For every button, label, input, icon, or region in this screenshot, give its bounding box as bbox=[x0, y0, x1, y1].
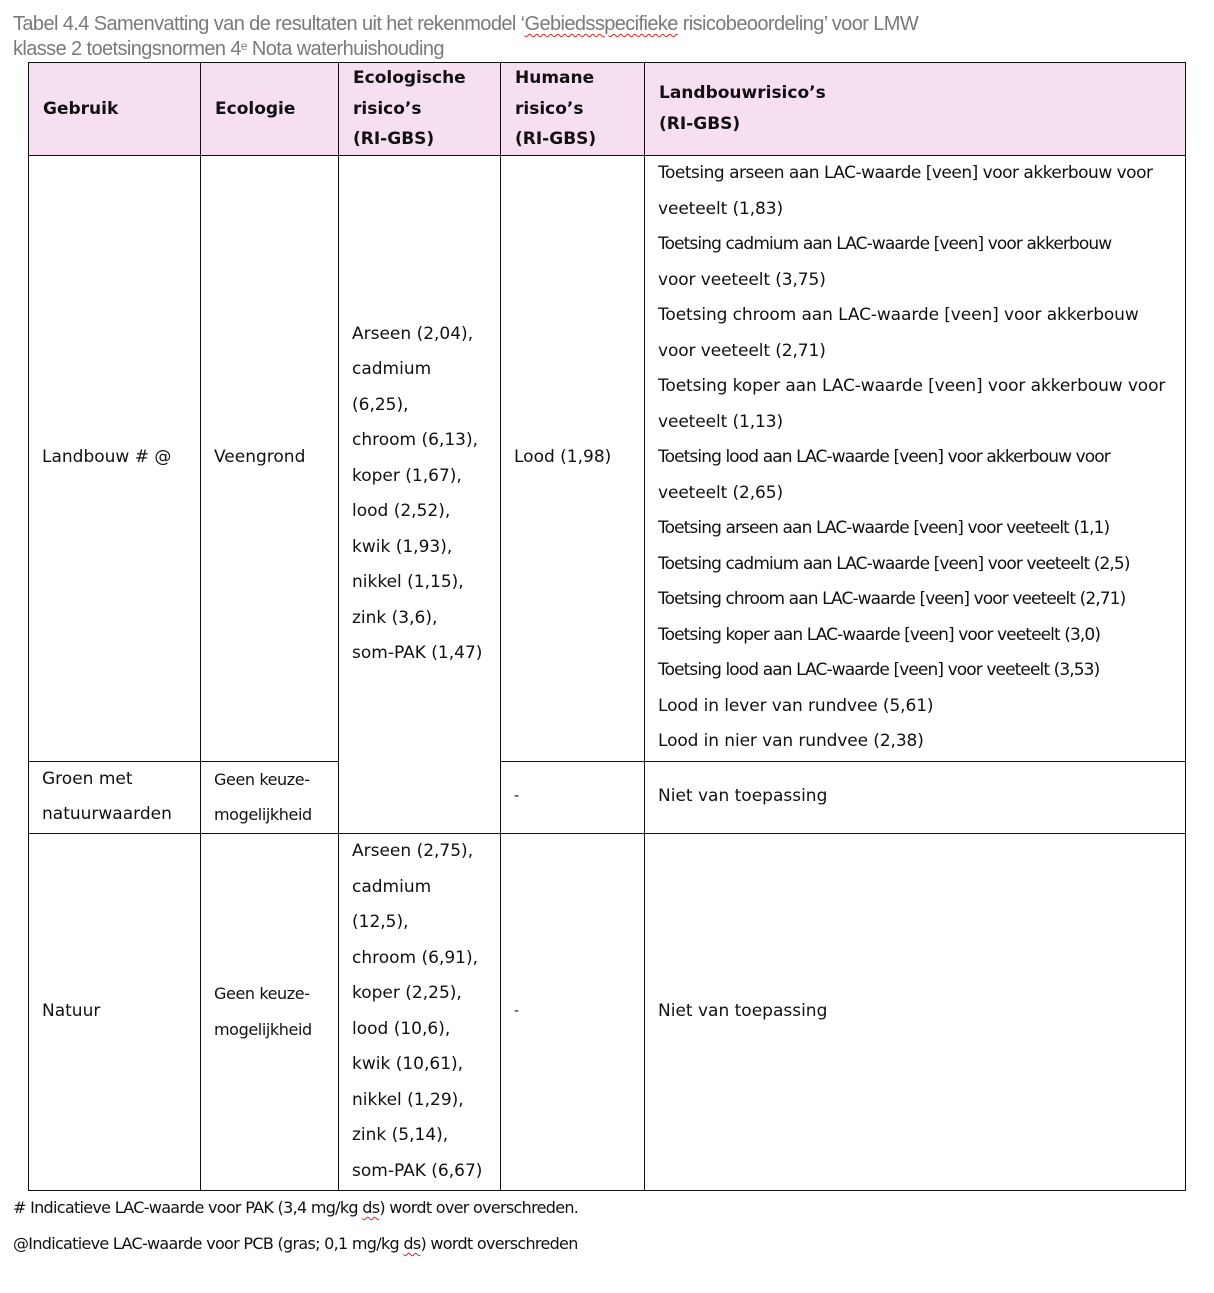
list-item: zink (5,14), bbox=[352, 1125, 449, 1145]
cell-ecologische-risicos bbox=[339, 155, 501, 833]
spellcheck-underlined-word: ds bbox=[362, 1198, 380, 1217]
list-item: kwik (1,93), bbox=[352, 536, 453, 557]
list-item: (6,25), bbox=[352, 394, 409, 415]
list-item: Toetsing cadmium aan LAC-waarde [veen] voor akkerbouw bbox=[658, 234, 1112, 255]
cell-landbouwrisicos: Niet van toepassing bbox=[645, 761, 1186, 833]
list-item: veeteelt (2,65) bbox=[658, 482, 783, 503]
list-item: Lood in lever van rundvee (5,61) bbox=[658, 695, 934, 716]
list-item: voor veeteelt (2,71) bbox=[658, 340, 826, 361]
list-item: koper (2,25), bbox=[352, 983, 462, 1003]
list-item: koper (1,67), bbox=[352, 465, 462, 486]
list-item: Arseen (2,75), bbox=[352, 841, 474, 861]
list-item: Toetsing koper aan LAC-waarde [veen] voor veeteelt (3,0) bbox=[658, 624, 1101, 645]
list-item: kwik (10,61), bbox=[352, 1054, 464, 1074]
cell-humane-risicos: Lood (1,98) bbox=[501, 155, 645, 761]
header-ecologie: Ecologie bbox=[201, 63, 339, 156]
list-item: Toetsing koper aan LAC-waarde [veen] voor akkerbouw voor bbox=[658, 376, 1166, 397]
table-row-natuur bbox=[29, 833, 1186, 1190]
list-item: chroom (6,91), bbox=[352, 947, 479, 968]
list-item: cadmium bbox=[352, 876, 432, 897]
list-item: nikkel (1,15), bbox=[352, 572, 464, 592]
cell-humane-risicos: - bbox=[501, 833, 645, 1190]
header-gebruik: Gebruik bbox=[29, 63, 201, 156]
list-item: Toetsing lood aan LAC-waarde [veen] voor akkerbouw voor bbox=[658, 447, 1110, 468]
table-caption bbox=[13, 12, 1113, 62]
list-item: Lood in nier van rundvee (2,38) bbox=[658, 731, 924, 752]
list-item: lood (2,52), bbox=[352, 501, 451, 521]
list-item: voor veeteelt (3,75) bbox=[658, 269, 826, 290]
cell-ecologie: Geen keuze- mogelijkheid bbox=[201, 833, 339, 1190]
footnote-at: @Indicatieve LAC-waarde voor PCB (gras; 0,1 mg/kg ds) wordt overschreden bbox=[13, 1234, 578, 1253]
cell-ecologische-risicos bbox=[339, 833, 501, 1190]
list-item: zink (3,6), bbox=[352, 607, 438, 628]
cell-humane-risicos: - bbox=[501, 761, 645, 833]
cell-landbouwrisicos bbox=[645, 155, 1186, 761]
cell-gebruik: Natuur bbox=[29, 833, 201, 1190]
list-item: veeteelt (1,13) bbox=[658, 411, 783, 432]
list-item: chroom (6,13), bbox=[352, 430, 479, 450]
cell-ecologie: Veengrond bbox=[201, 155, 339, 761]
header-humane-risicos: Humane risico’s (RI-GBS) bbox=[501, 63, 645, 156]
list-item: cadmium bbox=[352, 359, 432, 379]
list-item: Toetsing arseen aan LAC-waarde [veen] voor akkerbouw voor bbox=[658, 163, 1153, 184]
list-item: (12,5), bbox=[352, 912, 409, 932]
list-item: nikkel (1,29), bbox=[352, 1089, 464, 1110]
list-item: lood (10,6), bbox=[352, 1018, 451, 1039]
cell-gebruik: Groen met natuurwaarden bbox=[29, 761, 201, 833]
list-item: Toetsing chroom aan LAC-waarde [veen] voor veeteelt (2,71) bbox=[658, 589, 1126, 610]
list-item: som-PAK (6,67) bbox=[352, 1160, 483, 1181]
header-ecologische-risicos: Ecologische risico’s (RI-GBS) bbox=[339, 63, 501, 156]
list-item: Toetsing cadmium aan LAC-waarde [veen] voor veeteelt (2,5) bbox=[658, 553, 1130, 574]
results-table bbox=[28, 62, 1186, 1191]
header-landbouwrisicos: Landbouwrisico’s (RI-GBS) bbox=[645, 63, 1186, 156]
cell-landbouwrisicos: Niet van toepassing bbox=[645, 833, 1186, 1190]
list-item: Toetsing lood aan LAC-waarde [veen] voor veeteelt (3,53) bbox=[658, 660, 1100, 681]
spellcheck-underlined-word: Gebiedsspecifieke bbox=[524, 13, 678, 35]
table-row-groen-met-natuurwaarden bbox=[29, 761, 1186, 833]
caption-line-1: Tabel 4.4 Samenvatting van de resultaten uit het rekenmodel ‘Gebiedsspecifieke risicobeoordeling’ voor LMW bbox=[13, 13, 919, 35]
table-header-row bbox=[29, 63, 1186, 156]
list-item: som-PAK (1,47) bbox=[352, 643, 483, 663]
footnote-hash: # Indicatieve LAC-waarde voor PAK (3,4 mg/kg ds) wordt over overschreden. bbox=[13, 1198, 579, 1217]
spellcheck-underlined-word: ds bbox=[403, 1234, 421, 1253]
list-item: Toetsing arseen aan LAC-waarde [veen] voor veeteelt (1,1) bbox=[658, 518, 1110, 539]
cell-ecologie: Geen keuze- mogelijkheid bbox=[201, 761, 339, 833]
list-item: Arseen (2,04), bbox=[352, 323, 474, 344]
caption-line-2: klasse 2 toetsingsnormen 4e Nota waterhuishouding bbox=[13, 38, 444, 60]
table-row-landbouw bbox=[29, 155, 1186, 761]
list-item: veeteelt (1,83) bbox=[658, 198, 783, 219]
list-item: Toetsing chroom aan LAC-waarde [veen] voor akkerbouw bbox=[658, 305, 1139, 326]
cell-gebruik: Landbouw # @ bbox=[29, 155, 201, 761]
